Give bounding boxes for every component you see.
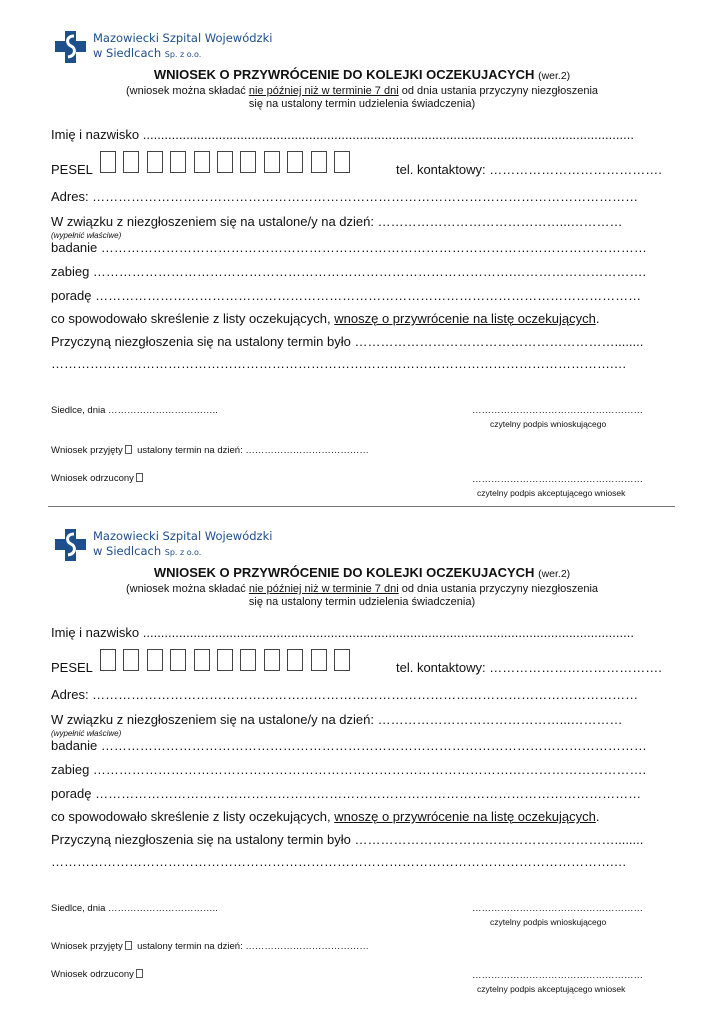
rejected-row (51, 473, 143, 485)
hospital-logo (54, 30, 274, 64)
form-note-line-1: (wniosek można składać nie później niż w terminie 7 dni od dnia ustania przyczyny niezgłoszenia (125, 85, 599, 97)
form-version: (wer.2) (538, 568, 571, 580)
accepted-checkbox[interactable] (125, 445, 132, 454)
pesel-digit-box[interactable] (217, 151, 233, 173)
form-note-line-1: (wniosek można składać nie później niż w terminie 7 dni od dnia ustania przyczyny niezgłoszenia (125, 583, 599, 595)
hospital-logo-icon (54, 528, 88, 562)
form-copy-1 (0, 0, 724, 500)
fill-note: (wypełnić właściwe) (51, 729, 122, 738)
pesel-label: PESEL (51, 162, 93, 177)
applicant-signature-line[interactable]: ……………………………………………… (472, 405, 643, 416)
cause-field-line-2[interactable]: ………………………………………………………………………………………………………………….… (51, 356, 627, 371)
pesel-digit-box[interactable] (123, 151, 139, 173)
cause-field[interactable]: Przyczyną niezgłoszenia się na ustalony termin było ……………………………………………………........ (51, 334, 644, 349)
pesel-row (51, 649, 676, 673)
reason-intro[interactable]: W związku z niezgłoszeniem się na ustalone/y na dzień: ……………………………………...………… (51, 214, 623, 229)
pesel-row (51, 151, 676, 175)
logo-line-1: Mazowiecki Szpital Wojewódzki (93, 529, 273, 543)
rejected-label: Wniosek odrzucony (51, 473, 134, 484)
hospital-logo (54, 528, 274, 562)
cause-field[interactable]: Przyczyną niezgłoszenia się na ustalony termin było ……………………………………………………........ (51, 832, 644, 847)
rejected-checkbox[interactable] (136, 473, 143, 482)
pesel-digit-box[interactable] (217, 649, 233, 671)
accepted-term-field[interactable]: ustalony termin na dzień: ………………………………… (137, 445, 369, 456)
logo-line-2: w Siedlcach (93, 46, 162, 60)
form-title: WNIOSEK O PRZYWRÓCENIE DO KOLEJKI OCZEKUJACYCH (wer.2) (153, 565, 571, 580)
reason-intro[interactable]: W związku z niezgłoszeniem się na ustalone/y na dzień: ……………………………………...………… (51, 712, 623, 727)
acceptor-signature-line[interactable]: ……………………………………………… (472, 474, 643, 485)
acceptor-signature-label: czytelny podpis akceptującego wniosek (477, 984, 626, 994)
form-note-line-2: się na ustalony termin udzielenia świadczenia) (248, 596, 476, 608)
accepted-checkbox[interactable] (125, 941, 132, 950)
address-field[interactable]: Adres: ……………………………………………………………………………………………………………… (51, 189, 639, 204)
pesel-digit-box[interactable] (334, 649, 350, 671)
procedure-field[interactable]: zabieg …………………………………………………………………………………….…………………………. (51, 264, 647, 279)
pesel-digit-box[interactable] (240, 151, 256, 173)
accepted-row (51, 941, 369, 953)
form-copy-2 (0, 498, 724, 998)
consultation-field[interactable]: poradę ……………………………………………………………………………………………………………… (51, 288, 642, 303)
name-field[interactable]: Imię i nazwisko ........................................................................................................................................ (51, 127, 634, 142)
address-field[interactable]: Adres: ……………………………………………………………………………………………………………… (51, 687, 639, 702)
logo-line-2-suffix: Sp. z o.o. (164, 548, 202, 557)
pesel-digit-box[interactable] (311, 649, 327, 671)
pesel-digit-box[interactable] (334, 151, 350, 173)
form-note-line-2: się na ustalony termin udzielenia świadczenia) (248, 98, 476, 110)
phone-field[interactable]: tel. kontaktowy: …………………………………. (396, 162, 662, 177)
logo-line-1: Mazowiecki Szpital Wojewódzki (93, 31, 273, 45)
acceptor-signature-label: czytelny podpis akceptującego wniosek (477, 488, 626, 498)
pesel-digit-box[interactable] (311, 151, 327, 173)
logo-line-2: w Siedlcach (93, 544, 162, 558)
consultation-field[interactable]: poradę ……………………………………………………………………………………………………………… (51, 786, 642, 801)
pesel-label: PESEL (51, 660, 93, 675)
exam-field[interactable]: badanie ……………………………………………………………………………………………………………… (51, 738, 647, 753)
pesel-digit-box[interactable] (287, 151, 303, 173)
pesel-digit-box[interactable] (170, 649, 186, 671)
applicant-signature-label: czytelny podpis wnioskującego (490, 917, 607, 927)
consequence-text: co spowodowało skreślenie z listy oczekujących, wnoszę o przywrócenie na listę oczekujących. (51, 311, 600, 326)
pesel-digit-box[interactable] (123, 649, 139, 671)
pesel-digit-box[interactable] (264, 649, 280, 671)
place-date-field[interactable]: Siedlce, dnia …………………………….. (51, 903, 218, 914)
pesel-digit-box[interactable] (147, 151, 163, 173)
pesel-digit-box[interactable] (100, 649, 116, 671)
form-version: (wer.2) (538, 70, 571, 82)
name-field[interactable]: Imię i nazwisko ........................................................................................................................................ (51, 625, 634, 640)
accepted-label: Wniosek przyjęty (51, 941, 123, 952)
rejected-label: Wniosek odrzucony (51, 969, 134, 980)
pesel-digit-box[interactable] (147, 649, 163, 671)
acceptor-signature-line[interactable]: ……………………………………………… (472, 970, 643, 981)
accepted-label: Wniosek przyjęty (51, 445, 123, 456)
consequence-text: co spowodowało skreślenie z listy oczekujących, wnoszę o przywrócenie na listę oczekujących. (51, 809, 600, 824)
cause-field-line-2[interactable]: ………………………………………………………………………………………………………………….… (51, 854, 627, 869)
exam-field[interactable]: badanie ……………………………………………………………………………………………………………… (51, 240, 647, 255)
hospital-logo-icon (54, 30, 88, 64)
fill-note: (wypełnić właściwe) (51, 231, 122, 240)
accepted-term-field[interactable]: ustalony termin na dzień: ………………………………… (137, 941, 369, 952)
pesel-digit-box[interactable] (240, 649, 256, 671)
accepted-row (51, 445, 369, 457)
rejected-checkbox[interactable] (136, 969, 143, 978)
pesel-digit-box[interactable] (264, 151, 280, 173)
applicant-signature-line[interactable]: ……………………………………………… (472, 903, 643, 914)
pesel-digit-box[interactable] (194, 151, 210, 173)
logo-line-2-suffix: Sp. z o.o. (164, 50, 202, 59)
pesel-digit-box[interactable] (287, 649, 303, 671)
place-date-field[interactable]: Siedlce, dnia …………………………….. (51, 405, 218, 416)
pesel-digit-box[interactable] (170, 151, 186, 173)
pesel-digit-box[interactable] (194, 649, 210, 671)
rejected-row (51, 969, 143, 981)
pesel-digit-box[interactable] (100, 151, 116, 173)
applicant-signature-label: czytelny podpis wnioskującego (490, 419, 607, 429)
form-title: WNIOSEK O PRZYWRÓCENIE DO KOLEJKI OCZEKUJACYCH (wer.2) (153, 67, 571, 82)
procedure-field[interactable]: zabieg …………………………………………………………………………………….…………………………. (51, 762, 647, 777)
phone-field[interactable]: tel. kontaktowy: …………………………………. (396, 660, 662, 675)
